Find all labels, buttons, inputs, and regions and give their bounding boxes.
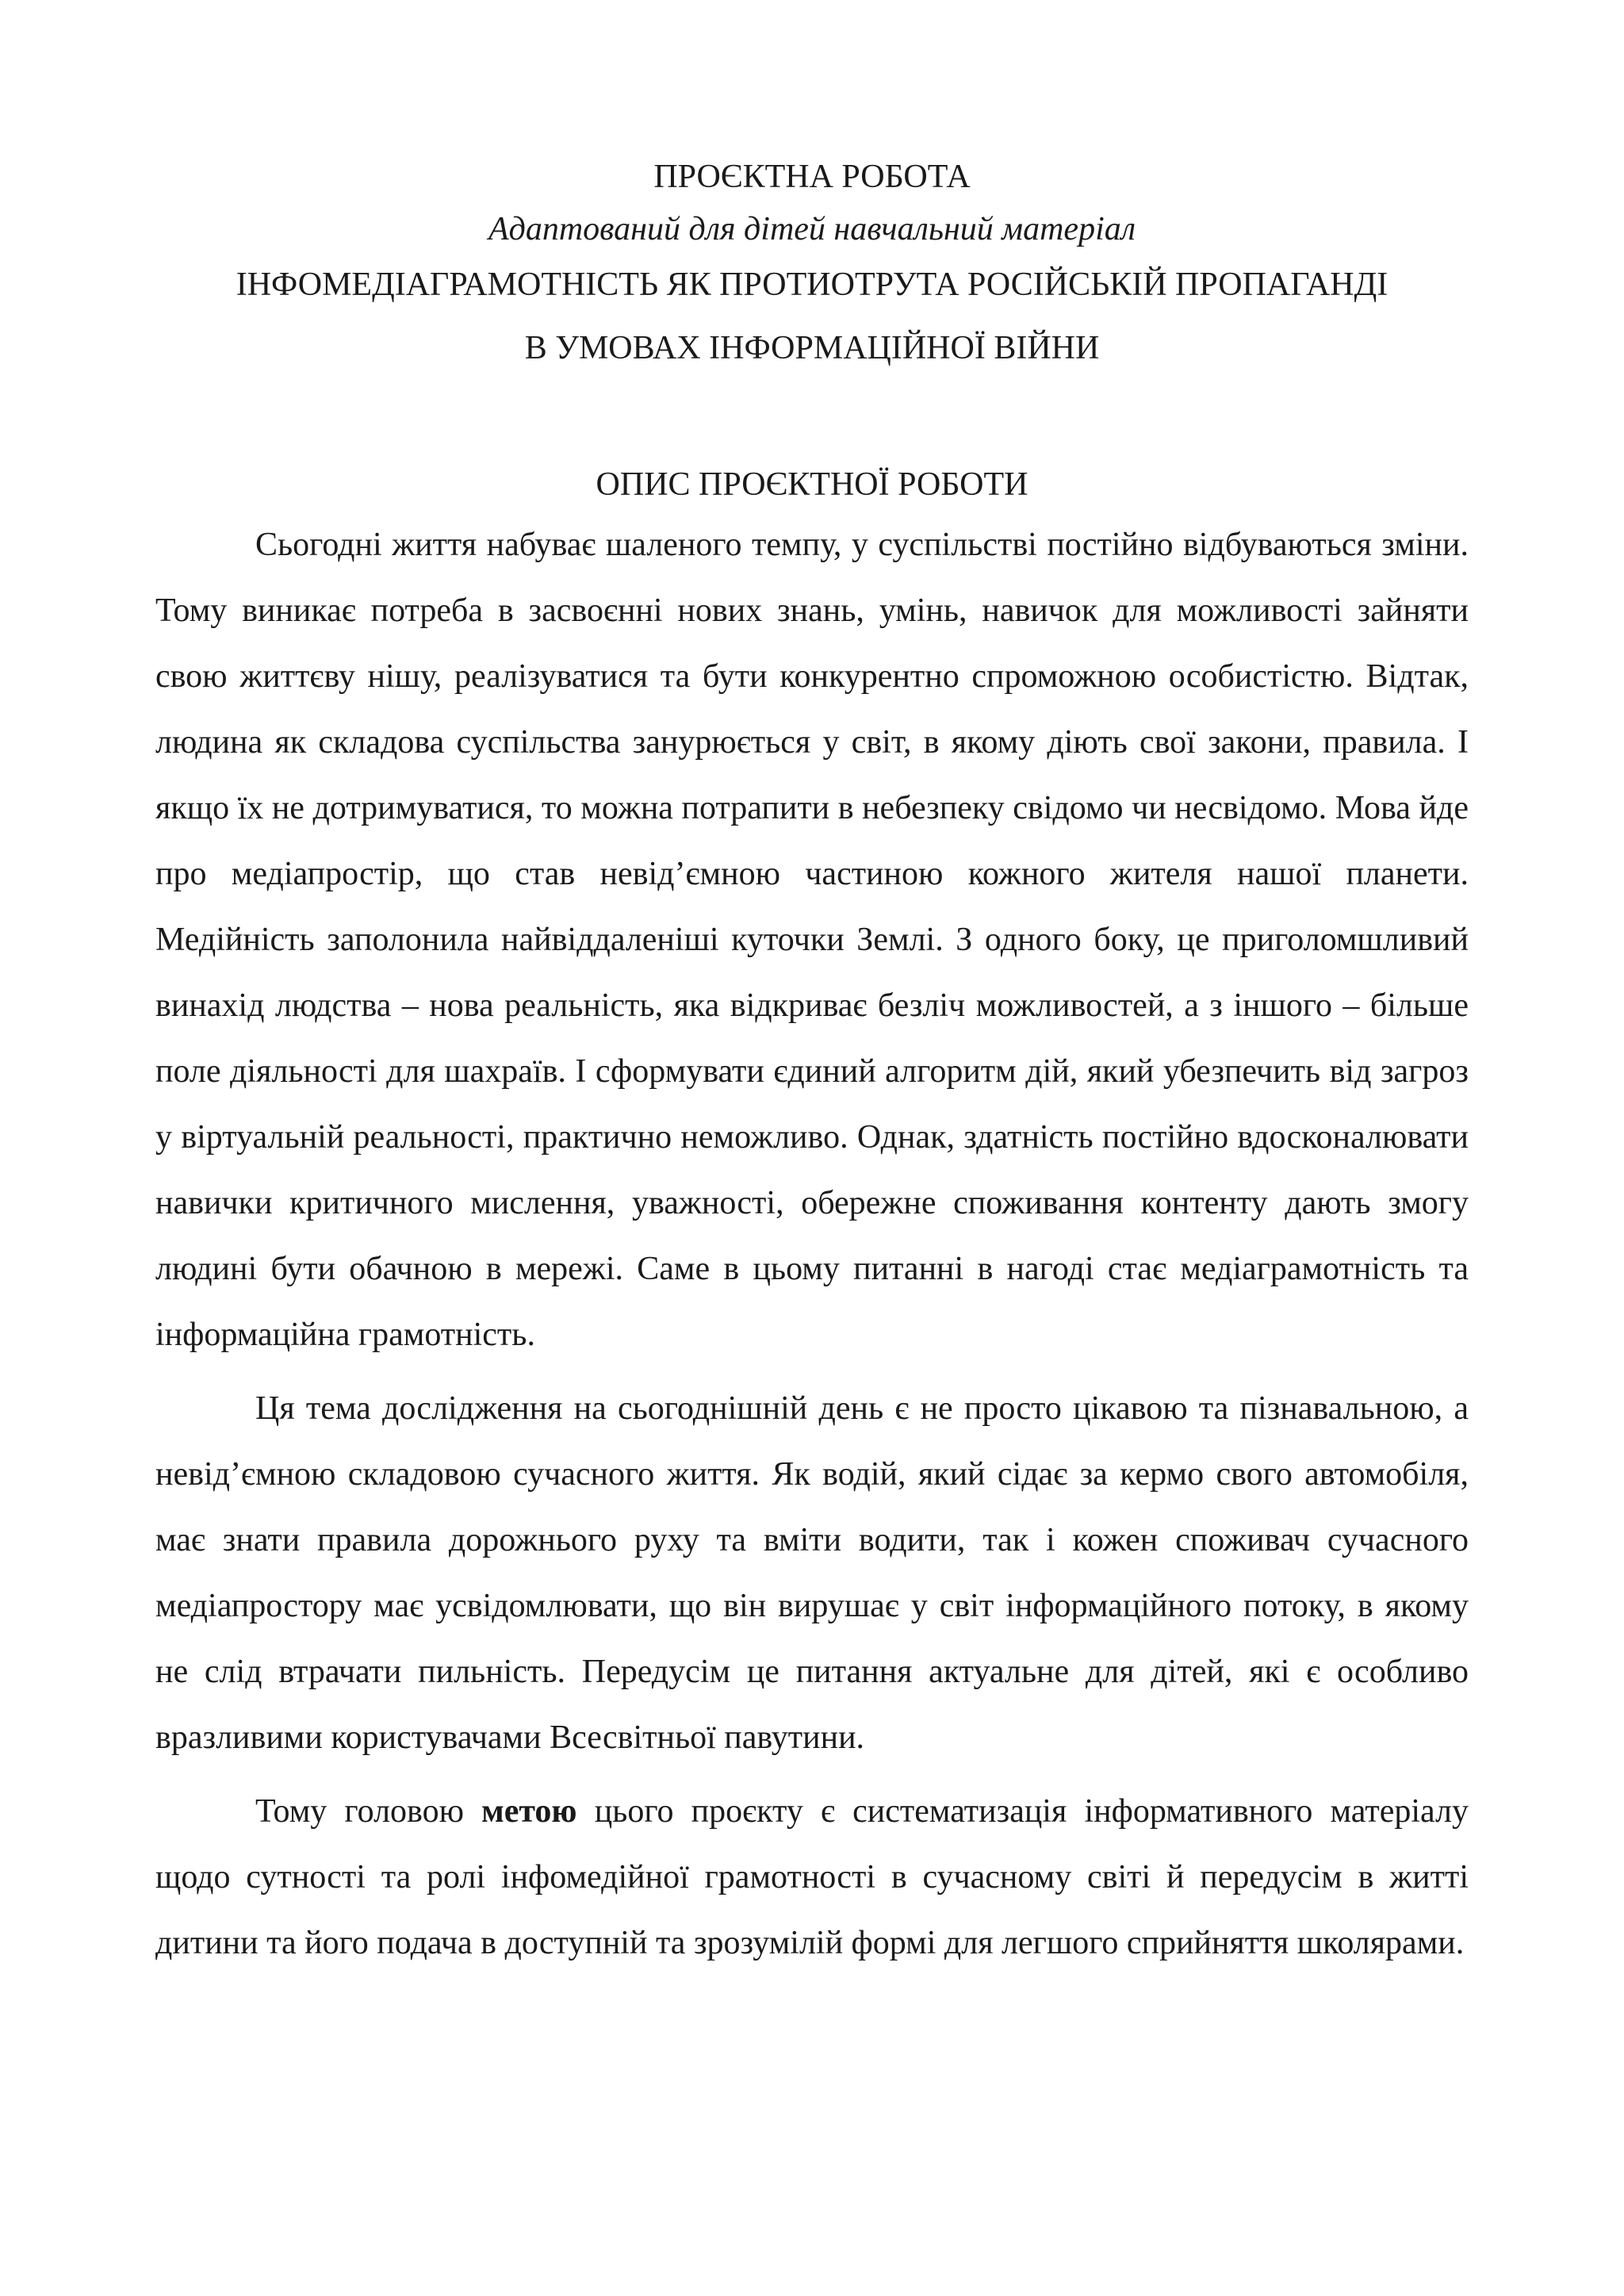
paragraph-3 (155, 1779, 1469, 1976)
document-page (155, 155, 1469, 1976)
paragraph-3-start: Тому головою (255, 1793, 482, 1830)
document-title: ПРОЄКТНА РОБОТА (653, 159, 971, 195)
main-title-line-2: В УМОВАХ ІНФОРМАЦІЙНОЇ ВІЙНИ (524, 330, 1100, 366)
paragraph-2: Ця тема дослідження на сьогоднішній день є не просто цікавою та пізнавальною, а невід’ємною складовою сучасного життя. Як водій, який сідає за кермо свого автомобіля, має знати правила дорожнього руху та вміти водити, так і кожен споживач сучасного медіапростору має усвідомлювати, що він вирушає у світ інформаційного потоку, в якому не слід втрачати пильність. Передусім це питання актуальне для дітей, які є особливо вразливими користувачами Всесвітньої павутини. (155, 1390, 1469, 1756)
main-title-line-1: ІНФОМЕДІАГРАМОТНІСТЬ ЯК ПРОТИОТРУТА РОСІЙСЬКІЙ ПРОПАГАНДІ (236, 266, 1388, 303)
document-subtitle: Адаптований для дітей навчальний матеріал (488, 211, 1136, 247)
paragraph-3-end: цього проєкту є систематизація інформативного матеріалу щодо сутності та ролі інфомедійної грамотності в сучасному світі й передусім в житті дитини та його подача в доступній та зрозумілій формі для легшого сприйняття школярами. (155, 1793, 1469, 1961)
paragraph-1: Сьогодні життя набуває шаленого темпу, у суспільстві постійно відбуваються зміни. Тому виникає потреба в засвоєнні нових знань, умінь, навичок для можливості зайняти свою життєву нішу, реалізуватися та бути конкурентно спроможною особистістю. Відтак, людина як складова суспільства занурюється у світ, в якому діють свої закони, правила. І якщо їх не дотримуватися, то можна потрапити в небезпеку свідомо чи несвідомо. Мова йде про медіапростір, що став невід’ємною частиною кожного жителя нашої планети. Медійність заполонила найвіддаленіші куточки Землі. З одного боку, це приголомшливий винахід людства – нова реальність, яка відкриває безліч можливостей, а з іншого – більше поле діяльності для шахраїв. І сформувати єдиний алгоритм дій, який убезпечить від загроз у віртуальній реальності, практично неможливо. Однак, здатність постійно вдосконалювати навички критичного мислення, уважності, обережне споживання контенту дають змогу людині бути обачною в мережі. Саме в цьому питанні в нагоді стає медіаграмотність та інформаційна грамотність. (155, 527, 1469, 1353)
section-heading: ОПИС ПРОЄКТНОЇ РОБОТИ (596, 466, 1028, 503)
goal-keyword: метою (481, 1793, 577, 1830)
main-title (155, 263, 1469, 370)
